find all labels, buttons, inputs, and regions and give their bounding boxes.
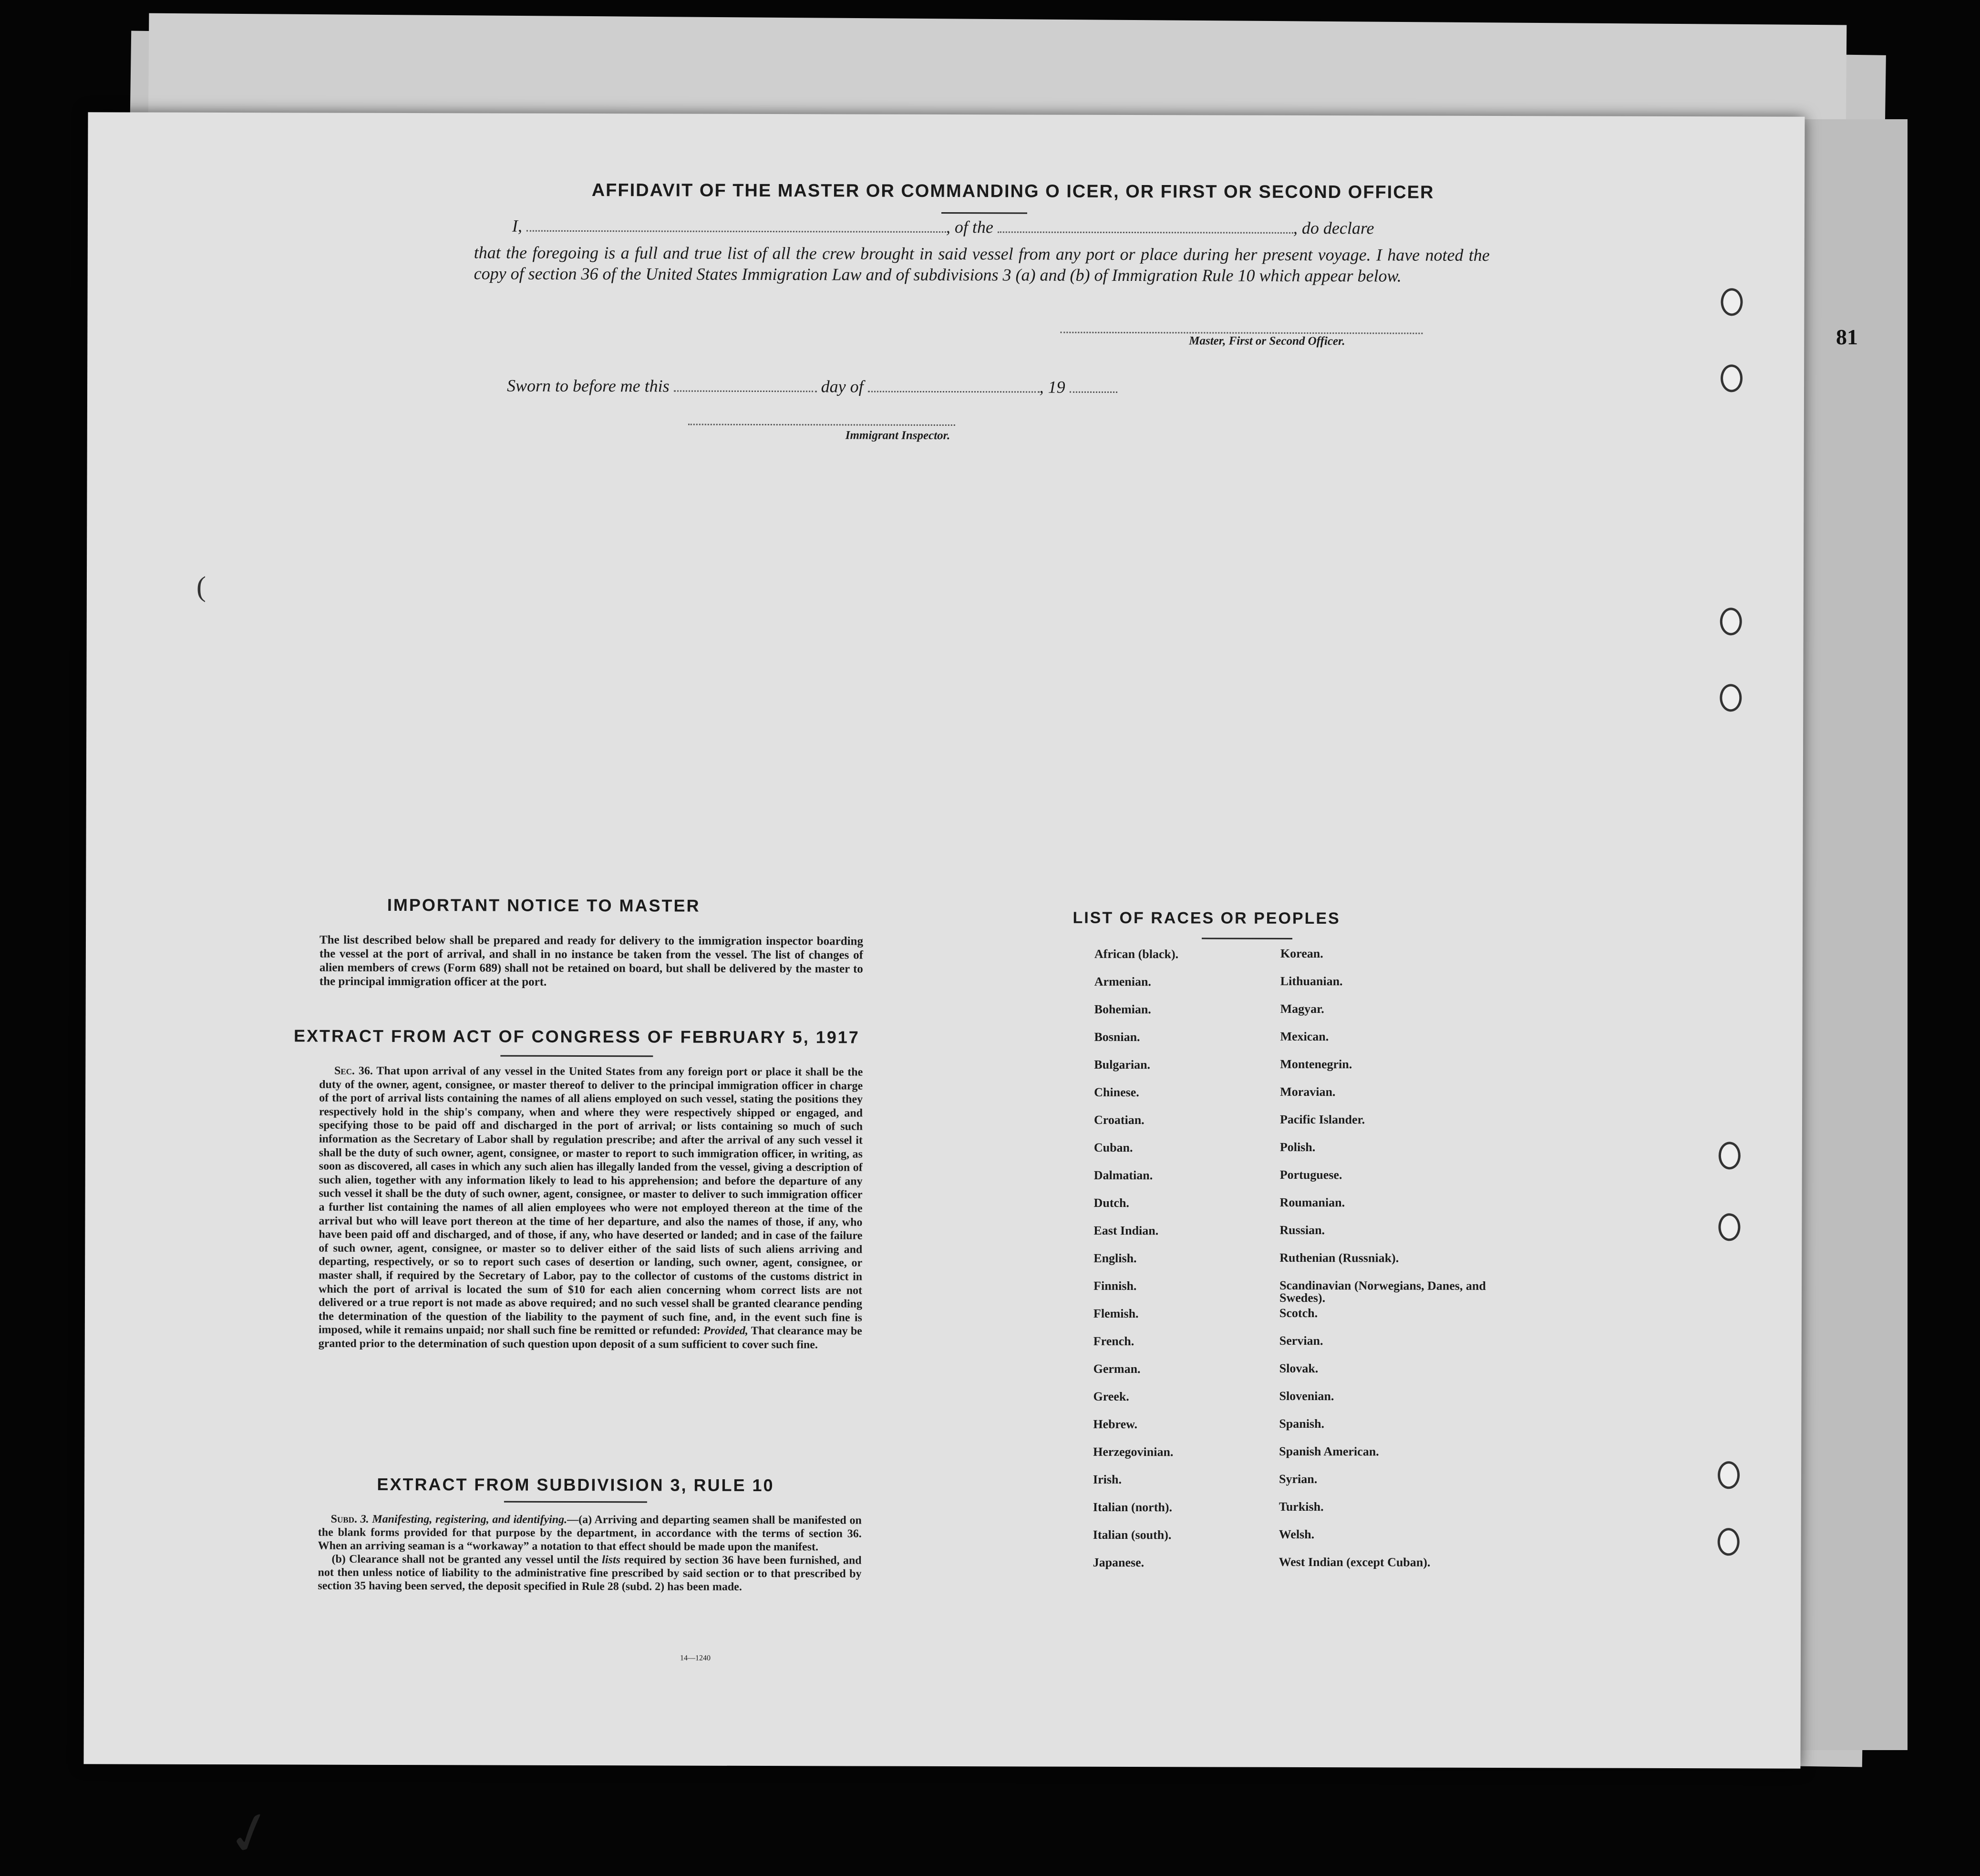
signature-label: Master, First or Second Officer. (1189, 334, 1345, 348)
race-row (1094, 1141, 1523, 1169)
margin-bracket: ( (196, 570, 206, 602)
day-blank (674, 391, 817, 392)
binder-hole (1720, 684, 1742, 711)
document-page (83, 112, 1805, 1872)
section-text-end: That clearance may be granted prior to the determination of such question upon deposit of a sum sufficient to cover such fine. (318, 1325, 862, 1351)
title-rule (1202, 938, 1292, 939)
inspector-label: Immigrant Inspector. (845, 429, 950, 443)
binder-hole (1718, 1528, 1740, 1556)
section-label: Sec. (334, 1064, 355, 1077)
race-row (1094, 1085, 1523, 1114)
rule-extract-text (318, 1513, 861, 1594)
race-name: Russian. (1279, 1223, 1325, 1237)
signature-blank (1060, 332, 1423, 334)
race-name: Slovenian. (1279, 1389, 1334, 1403)
race-name: Chinese. (1094, 1085, 1139, 1100)
races-title: LIST OF RACES OR PEOPLES (1072, 908, 1341, 928)
race-name: East Indian. (1093, 1223, 1159, 1238)
subdivision-b (318, 1553, 861, 1594)
race-name: Lithuanian. (1280, 974, 1343, 989)
notice-title: IMPORTANT NOTICE TO MASTER (387, 895, 701, 916)
race-name: Syrian. (1279, 1472, 1318, 1486)
race-name: Roumanian. (1279, 1195, 1345, 1210)
race-row (1094, 947, 1524, 976)
race-row (1094, 1168, 1523, 1197)
race-row (1093, 1224, 1523, 1252)
race-name: Armenian. (1094, 974, 1151, 989)
race-name: German. (1093, 1361, 1141, 1376)
race-row (1093, 1362, 1523, 1391)
act-extract-title: EXTRACT FROM ACT OF CONGRESS OF FEBRUARY 5, 1917 (294, 1026, 860, 1047)
race-name: Korean. (1280, 946, 1323, 961)
race-row (1094, 1002, 1524, 1031)
races-list (1093, 946, 1524, 1570)
race-name: Croatian. (1093, 1113, 1145, 1127)
race-name: Ruthenian (Russniak). (1279, 1250, 1399, 1265)
declaration-i: I, (512, 216, 522, 236)
notice-text: The list described below shall be prepared and ready for delivery to the immigration inspector boarding the vessel at the port of arrival, and shall in no instance be taken from the vessel. The list of changes of alien members of crews (Form 689) shall not be retained on board, but shall be delivered by the master to the principal immigration officer at the port. (319, 933, 864, 989)
subdivision-heading: 3. Manifesting, registering, and identifying. (360, 1513, 567, 1526)
affidavit-title: AFFIDAVIT OF THE MASTER OR COMMANDING O ICER, OR FIRST OR SECOND OFFICER (591, 180, 1434, 203)
race-name: Scandinavian (Norwegians, Danes, and Swedes). (1279, 1278, 1486, 1305)
race-row (1093, 1417, 1522, 1446)
title-rule (504, 1501, 647, 1503)
race-name: Bohemian. (1094, 1002, 1151, 1017)
provided-word: Provided, (703, 1324, 748, 1338)
race-row (1094, 1058, 1523, 1086)
race-name: Cuban. (1093, 1140, 1133, 1155)
form-number: 14—1240 (680, 1654, 711, 1662)
race-name: Pacific Islander. (1279, 1112, 1365, 1127)
declaration-of-the: , of the (946, 217, 993, 237)
race-name: Spanish. (1279, 1416, 1325, 1431)
title-rule (500, 1055, 653, 1057)
sworn-text: Sworn to before me this (506, 376, 670, 396)
race-name: West Indian (except Cuban). (1279, 1555, 1431, 1569)
race-name: Italian (south). (1093, 1527, 1172, 1542)
subdivision-a-text: —(a) Arriving and departing seamen shall be manifested on the blank forms provided for that purpose by the department, in accordance with the terms of section 36. When an arriving seaman is a “workaway” a notation to that effect should be made upon the manifest. (318, 1513, 862, 1554)
race-name: Dalmatian. (1093, 1168, 1153, 1183)
subdivision-b-end: required by section 36 have been furnished, and not then unless notice of liability to the administrative fine prescribed by said section or to that prescribed by section 35 having been served, the deposit specified in Rule 28 (subd. 2) has been made. (318, 1554, 862, 1593)
year-text: , 19 (1039, 377, 1065, 397)
race-name: English. (1093, 1251, 1137, 1266)
race-name: Japanese. (1093, 1555, 1145, 1570)
race-row (1094, 1030, 1523, 1059)
lists-word: lists (602, 1554, 621, 1567)
race-name: African (black). (1094, 947, 1179, 961)
vessel-blank (998, 231, 1293, 234)
race-row (1094, 1113, 1523, 1142)
race-row (1093, 1445, 1522, 1474)
race-name: Greek. (1093, 1389, 1129, 1404)
race-name: Montenegrin. (1280, 1057, 1352, 1072)
section-text: 36. That upon arrival of any vessel in the United States from any foreign port or place it shall be the duty of the owner, agent, consignee, or master thereof to deliver to the principal immigration officer in charge of the port of arrival lists containing the names of all aliens employed on such vessel, stating the positions they respectively hold in the ship's company, when and where they were respectively shipped or engaged, and specifying those to be paid off and discharged in the port of arrival; or lists containing so much of such information as the Secretary of Labor shall by regulation prescribe; and after the arrival of any such vessel it shall be the duty of such owner, agent, consignee, or master to report to such immigration officer, in writing, as soon as discovered, all cases in which any such alien has illegally landed from the vessel, giving a description of such alien, together with any information likely to lead to his apprehension; and before the departure of any such vessel it shall be the duty of such owner, agent, consignee, or master to deliver to such immigration officer a further list containing the names of all alien employees who were not employed thereon at the time of the arrival but who will leave port thereon at the time of her departure, and also the names of those, if any, who have been paid off and discharged, and of those, if any, who have deserted or landed; and in case of the failure of such owner, agent, consignee, or master so to deliver either of the said lists of such aliens arriving and departing, respectively, or so to report such cases of desertion or landing, such owner, agent, consignee, or master shall, if required by the Secretary of Labor, pay to the collector of customs of the customs district in which the port of arrival is located the sum of $10 for each alien concerning whom correct lists are not delivered or a true report is not made as above required; and no such vessel shall be granted clearance pending the determination of the question of the liability to the payment of such fine, and, in the event such fine is imposed, while it remains unpaid; nor shall such fine be remitted or refunded: (318, 1064, 863, 1337)
race-name: Polish. (1279, 1140, 1316, 1154)
subdivision-b-start: (b) Clearance shall not be granted any vessel until the (331, 1553, 599, 1567)
binder-hole (1718, 1213, 1740, 1241)
act-extract-text (319, 1064, 863, 1352)
race-name: Mexican. (1280, 1029, 1329, 1044)
binder-hole (1720, 608, 1742, 635)
year-blank (1070, 392, 1117, 393)
race-name: Herzegovinian. (1093, 1444, 1174, 1459)
inspector-blank (688, 424, 955, 426)
race-name: Bosnian. (1094, 1030, 1140, 1044)
race-name: Italian (north). (1093, 1500, 1173, 1515)
race-row (1093, 1473, 1522, 1501)
check-mark: ✓ (218, 1795, 282, 1872)
race-row (1093, 1528, 1522, 1556)
binder-hole (1719, 1142, 1741, 1169)
race-row (1093, 1196, 1523, 1225)
title-rule (941, 212, 1027, 214)
race-name: Finnish. (1093, 1278, 1137, 1293)
race-name: Bulgarian. (1094, 1057, 1151, 1072)
binder-hole (1721, 364, 1743, 392)
race-row (1093, 1279, 1523, 1308)
binder-hole (1721, 288, 1743, 316)
race-name: French. (1093, 1334, 1134, 1349)
race-name: Scotch. (1279, 1306, 1318, 1320)
subdivision-a (318, 1513, 862, 1554)
race-name: Dutch. (1093, 1196, 1130, 1210)
race-name: Welsh. (1279, 1527, 1315, 1542)
declaration-declare: , do declare (1293, 218, 1374, 238)
race-name: Spanish American. (1279, 1444, 1379, 1459)
race-name: Magyar. (1280, 1001, 1324, 1016)
rule-extract-title: EXTRACT FROM SUBDIVISION 3, RULE 10 (377, 1474, 774, 1495)
race-row (1094, 975, 1524, 1003)
race-row (1093, 1500, 1522, 1529)
subdivision-label: Subd. (330, 1513, 357, 1526)
race-name: Portuguese. (1279, 1167, 1342, 1182)
binder-hole (1718, 1461, 1740, 1489)
race-row (1093, 1251, 1523, 1280)
declaration-line (512, 216, 1374, 238)
affidavit-text: that the foregoing is a full and true list of all the crew brought in said vessel from any port or place during her present voyage. I have noted the copy of section 36 of the United States Immigration Law and of subdivisions 3 (a) and (b) of Immigration Rule 10 which appear below. (474, 243, 1490, 286)
race-name: Slovak. (1279, 1361, 1319, 1376)
month-blank (868, 391, 1040, 393)
page-number: 81 (1836, 325, 1858, 349)
sworn-line (507, 376, 1117, 397)
day-of-text: day of (821, 377, 864, 396)
race-name: Turkish. (1279, 1499, 1324, 1514)
race-name: Irish. (1093, 1472, 1122, 1486)
race-name: Flemish. (1093, 1306, 1139, 1321)
race-name: Hebrew. (1093, 1417, 1138, 1432)
race-row (1093, 1556, 1522, 1584)
race-row (1093, 1334, 1523, 1363)
race-name: Servian. (1279, 1333, 1323, 1348)
race-name: Moravian. (1280, 1084, 1336, 1099)
race-row (1093, 1307, 1523, 1335)
name-blank (526, 230, 946, 233)
race-row (1093, 1390, 1522, 1418)
